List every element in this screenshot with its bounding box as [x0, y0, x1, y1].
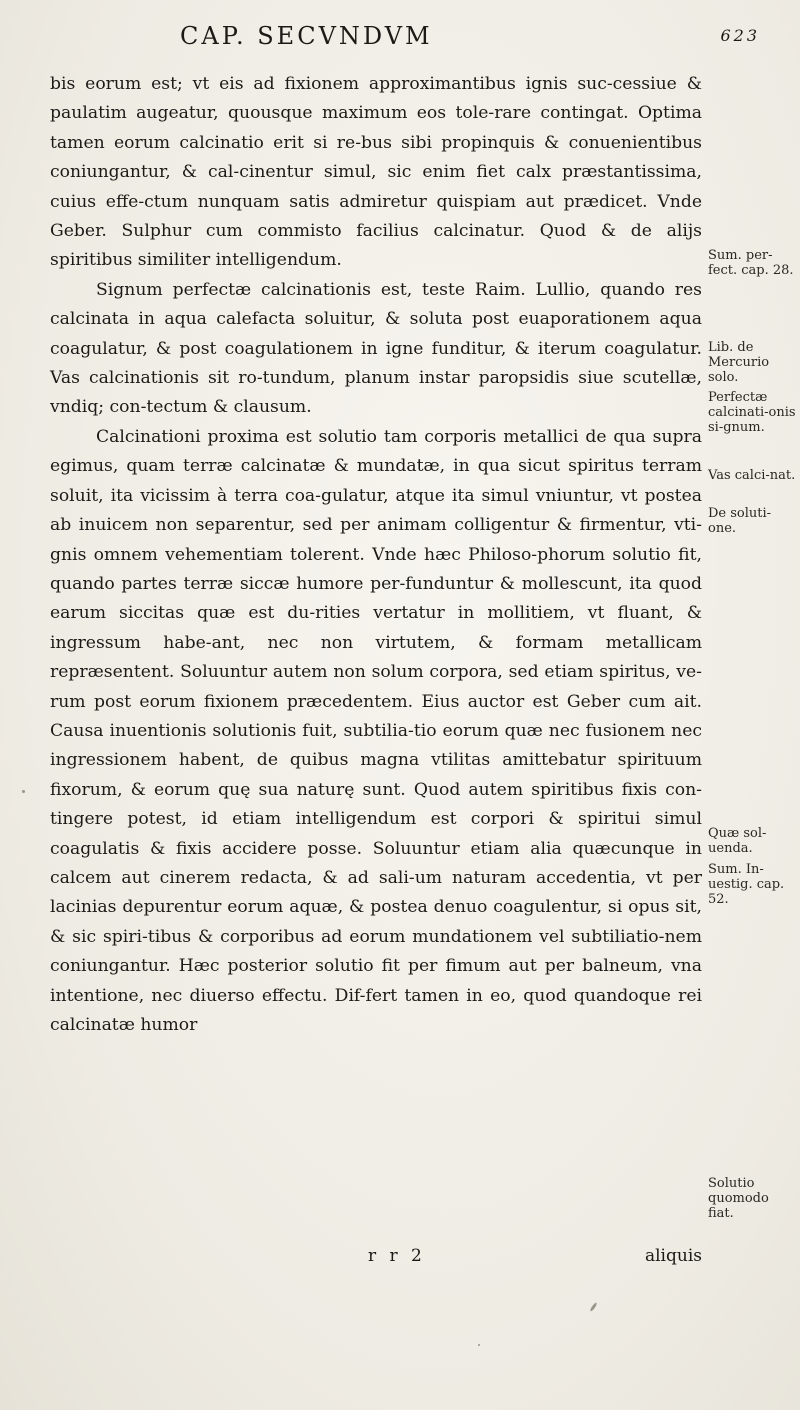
margin-note: Perfectæ calcinati-onis si-gnum. [708, 390, 796, 435]
margin-notes [708, 0, 798, 1410]
paper-speck [478, 1344, 480, 1346]
paragraph: Calcinationi proxima est solutio tam corporis metallici de qua supra egimus, quam terræ calcinatæ & mundatæ, in qua sicut spiritus terram soluit, ita vicissim à terra coa-gulatur, atque ita simul vniuntur, vt postea ab inuicem non separentur, sed per animam colligentur & firmentur, vti-gnis omnem vehementiam tolerent. Vnde hæc Philoso-phorum solutio fit, quando partes terræ siccæ humore per-funduntur & mollescunt, ita quod earum siccitas quæ est du-rities vertatur in mollitiem, vt fluant, & ingressum habe-ant, nec non virtutem, & formam metallicam repræsentent. Soluuntur autem non solum corpora, sed etiam spiritus, ve-rum post eorum fixionem præcedentem. Eius auctor est Geber cum ait. Causa inuentionis solutionis fuit, subtilia-tio eorum quæ nec fusionem nec ingressionem habent, de quibus magna vtilitas amittebatur spirituum fixorum, & eorum quę sua naturę sunt. Quod autem spiritibus fixis con-tingere potest, id etiam intelligendum est corpori & spiritui simul coagulatis & fixis accidere posse. Soluuntur etiam alia quæcunque in calcem aut cinerem redacta, & ad sali-um naturam accedentia, vt per lacinias depurentur eorum aquæ, & postea denuo coagulentur, si opus sit, & sic spiri-tibus & corporibus ad eorum mundationem vel subtiliatio-nem coniungantur. Hæc posterior solutio fit per fimum aut per balneum, vna intentione, nec diuerso effectu. Dif-fert tamen in eo, quod quandoque rei calcinatæ humor [50, 426, 702, 1035]
margin-note: Solutio quomodo fiat. [708, 1176, 769, 1221]
margin-note: Quæ sol-uenda. [708, 826, 767, 856]
paper-speck [589, 1302, 597, 1312]
paragraph: bis eorum est; vt eis ad fixionem approximantibus ignis suc-cessiue & paulatim augeatur, quousque maximum eos tole-rare contingat. Optima tamen eorum calcinatio erit si re-bus sibi propinquis & conuenientibus coniungantur, & cal-cinentur simul, sic enim fiet calx præstantissima, cuius effe-ctum nunquam satis admiretur quispiam aut prædicet. Vnde Geber. Sulphur cum commisto facilius calcinatur. Quod & de alijs spiritibus similiter intelligendum. [50, 74, 702, 271]
margin-note: Lib. de Mercurio solo. [708, 340, 770, 385]
margin-note: Vas calci-nat. [708, 468, 796, 483]
body-text [50, 70, 702, 1040]
catchword: aliquis [644, 1246, 702, 1266]
signature-mark: r r 2 [368, 1246, 426, 1266]
paragraph: Signum perfectæ calcinationis est, teste Raim. Lullio, quando res calcinata in aqua calefacta soluitur, & soluta post euaporationem aqua coagulatur, & post coagulationem in igne funditur, & iterum coagulatur. Vas calcinationis sit ro-tundum, planum instar paropsidis siue scutellæ, vndiq; con-tectum & clausum. [50, 279, 702, 418]
margin-note: De soluti-one. [708, 506, 772, 536]
paper-speck [22, 790, 25, 793]
page-header [40, 22, 760, 62]
catchline [50, 1246, 702, 1276]
running-head: CAP. SECVNDVM [180, 22, 433, 50]
folio-number: 623 [720, 26, 760, 45]
margin-note: Sum. In-uestig. cap. 52. [708, 862, 785, 907]
margin-note: Sum. per-fect. cap. 28. [708, 248, 794, 278]
